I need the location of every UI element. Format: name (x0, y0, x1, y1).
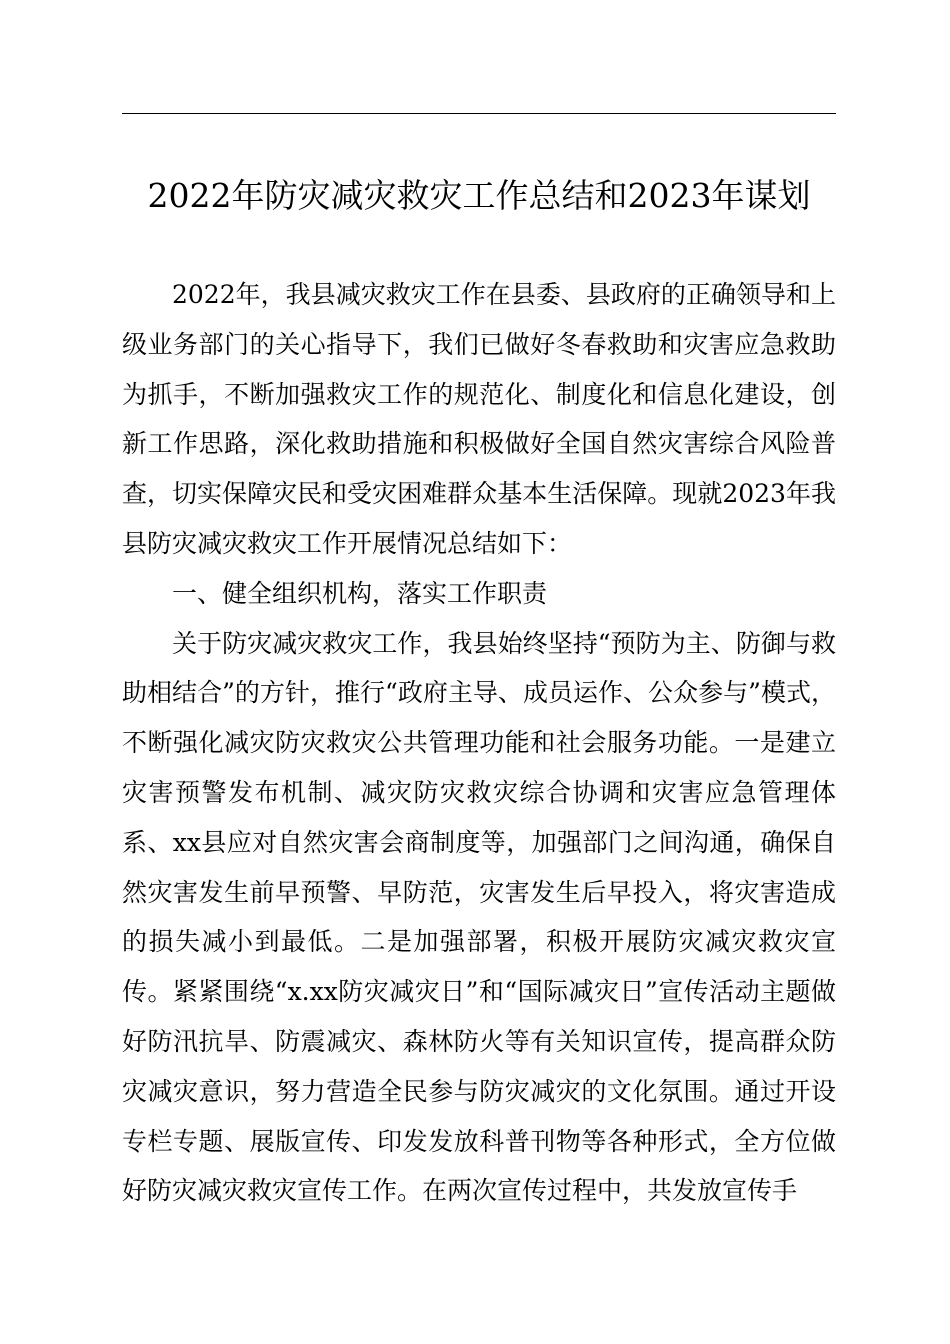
header-rule (122, 113, 836, 114)
paragraph-section-1: 关于防灾减灾救灾工作，我县始终坚持“预防为主、防御与救助相结合”的方针，推行“政府主导、成员运作、公众参与”模式，不断强化减灾防灾救灾公共管理功能和社会服务功能。一是建立灾害预警发布机制、减灾防灾救灾综合协调和灾害应急管理体系、xx县应对自然灾害会商制度等，加强部门之间沟通，确保自然灾害发生前早预警、早防范，灾害发生后早投入，将灾害造成的损失减小到最低。二是加强部署，积极开展防灾减灾救灾宣传。紧紧围绕“x.xx防灾减灾日”和“国际减灾日”宣传活动主题做好防汛抗旱、防震减灾、森林防火等有关知识宣传，提高群众防灾减灾意识，努力营造全民参与防灾减灾的文化氛围。通过开设专栏专题、展版宣传、印发发放科普刊物等各种形式，全方位做好防灾减灾救灾宣传工作。在两次宣传过程中，共发放宣传手 (122, 628, 836, 1206)
document-body (122, 270, 836, 1216)
section-heading-1: 一、健全组织机构，落实工作职责 (172, 578, 548, 608)
paragraph-intro: 2022年，我县减灾救灾工作在县委、县政府的正确领导和上级业务部门的关心指导下，我们已做好冬春救助和灾害应急救助为抓手，不断加强救灾工作的规范化、制度化和信息化建设，创新工作思路，深化救助措施和积极做好全国自然灾害综合风险普查，切实保障灾民和受灾困难群众基本生活保障。现就2023年我县防灾减灾救灾工作开展情况总结如下： (122, 280, 836, 558)
document-title: 2022年防灾减灾救灾工作总结和2023年谋划 (147, 176, 811, 215)
